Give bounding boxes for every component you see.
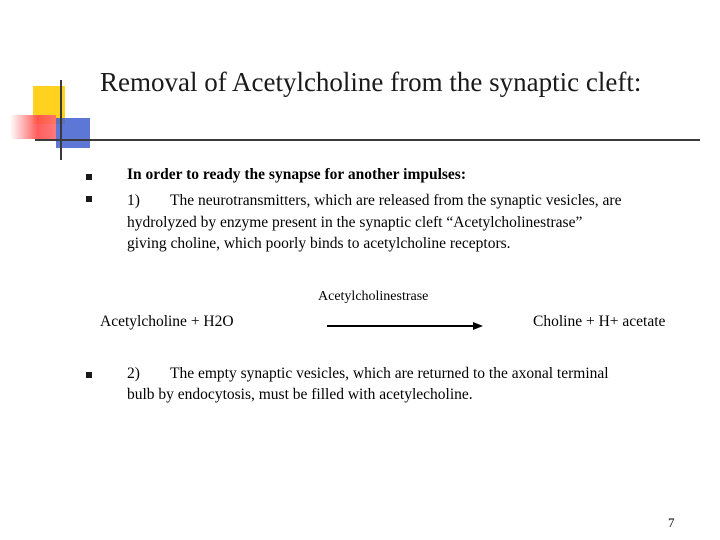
- bullet-3-lead: The empty synaptic vesicles, which are returned to the axonal terminal: [170, 365, 609, 382]
- products: Choline + H+ acetate: [533, 313, 666, 330]
- bullet-marker: [86, 372, 92, 378]
- slide-title: Removal of Acetylcholine from the synaptic cleft:: [100, 67, 642, 97]
- bullet-2-number: 1): [127, 192, 140, 209]
- deco-vertical-line: [60, 80, 62, 160]
- reaction-arrow: [325, 318, 485, 334]
- enzyme-label: Acetylcholinestrase: [318, 289, 429, 304]
- bullet-1-text: In order to ready the synapse for another impulses:: [127, 166, 467, 183]
- bullet-3-line2: bulb by endocytosis, must be filled with acetylecholine.: [127, 386, 473, 403]
- bullet-marker: [86, 196, 92, 202]
- deco-red-bar: [10, 115, 56, 139]
- bullet-2-line3: giving choline, which poorly binds to acetylcholine receptors.: [127, 235, 511, 252]
- reactants: Acetylcholine + H2O: [100, 313, 234, 330]
- bullet-marker: [86, 174, 92, 180]
- page-number: 7: [668, 515, 675, 530]
- bullet-2-lead: The neurotransmitters, which are released from the synaptic vesicles, are: [170, 192, 622, 209]
- bullet-3-number: 2): [127, 365, 140, 382]
- deco-horizontal-line: [35, 139, 700, 141]
- bullet-2-line2: hydrolyzed by enzyme present in the synaptic cleft “Acetylcholinestrase”: [127, 214, 583, 231]
